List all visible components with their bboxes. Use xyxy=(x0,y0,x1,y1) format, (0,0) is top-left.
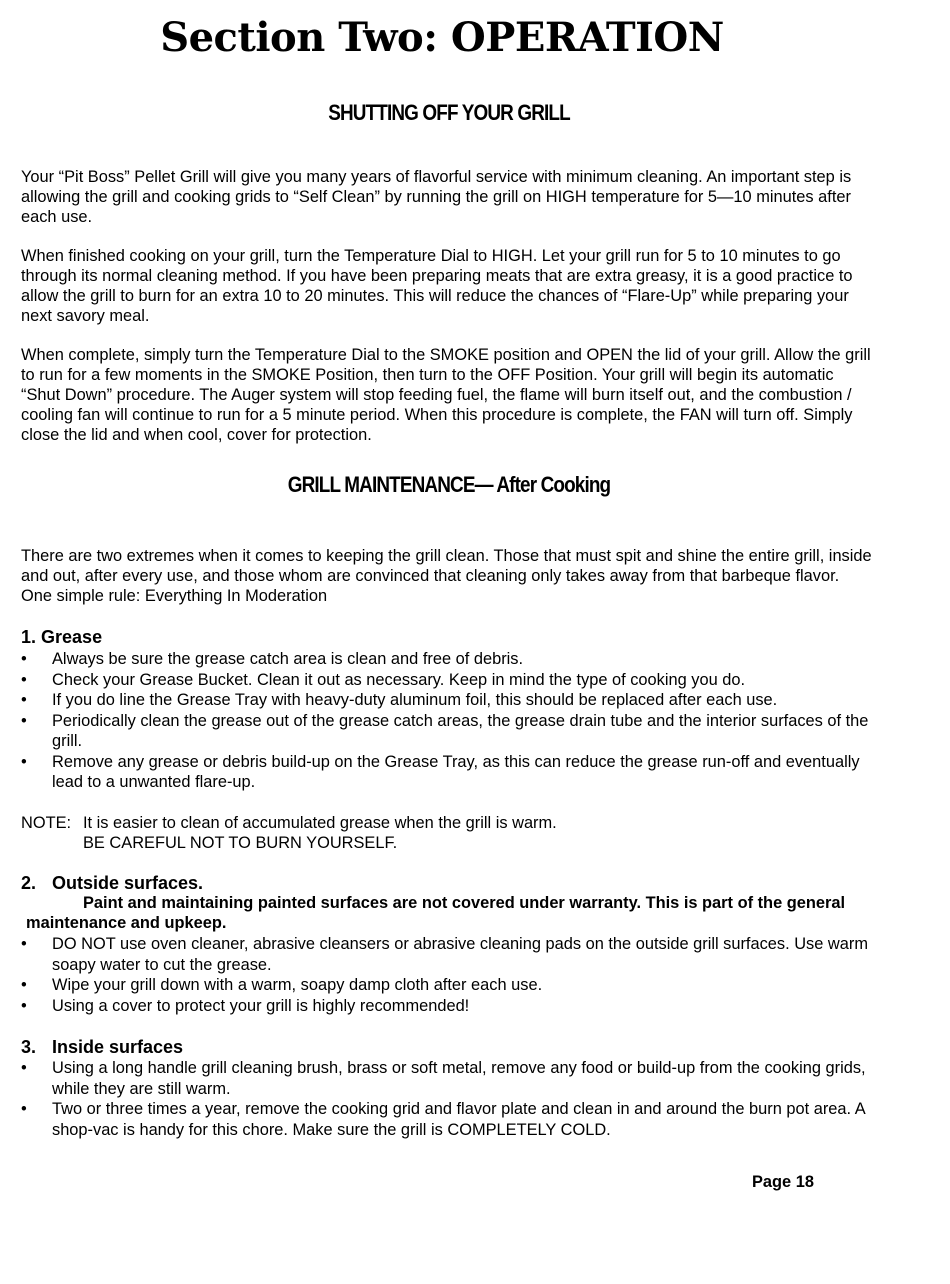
paragraph-finished-cooking: When finished cooking on your grill, turn the Temperature Dial to HIGH. Let your grill run for 5 to 10 minutes to go through its normal cleaning method. If you have been preparing meats that are extra greasy, it is a good practice to allow the grill to burn for an extra 10 to 20 minutes. This will reduce the chances of “Flare-Up” while preparing your next savory meal. xyxy=(21,247,853,325)
list-item xyxy=(21,670,873,691)
note-label: NOTE: xyxy=(21,814,72,832)
bullet-icon: • xyxy=(21,1100,27,1118)
bullet-icon: • xyxy=(21,976,27,994)
outside-number: 2. xyxy=(21,873,37,893)
bullet-icon: • xyxy=(21,691,27,709)
page-title: Section Two: OPERATION xyxy=(160,14,724,61)
list-item-text: DO NOT use oven cleaner, abrasive cleansers or abrasive cleaning pads on the outside grill surfaces. Use warm soapy water to cut the grease. xyxy=(52,935,868,974)
grease-heading xyxy=(21,626,102,648)
list-item-text: Always be sure the grease catch area is clean and free of debris. xyxy=(52,650,524,668)
list-item-text: Wipe your grill down with a warm, soapy damp cloth after each use. xyxy=(52,976,543,994)
list-item xyxy=(21,1058,873,1099)
note-text: It is easier to clean of accumulated grease when the grill is warm. xyxy=(83,814,557,832)
list-item-text: Using a long handle grill cleaning brush, brass or soft metal, remove any food or build-up from the cooking grids, while they are still warm. xyxy=(52,1059,866,1098)
list-item-text: Remove any grease or debris build-up on the Grease Tray, as this can reduce the grease run-off and eventually lead to a unwanted flare-up. xyxy=(52,752,860,791)
warranty-notice: Paint and maintaining painted surfaces are not covered under warranty. This is part of the general maintenance and upkeep. xyxy=(26,894,846,932)
paragraph-self-clean: Your “Pit Boss” Pellet Grill will give you many years of flavorful service with minimum cleaning. An important step is allowing the grill and cooking grids to “Self Clean” by running the grill on HIGH temperature for 5—10 minutes after each use. xyxy=(21,168,852,226)
grease-note xyxy=(21,813,873,853)
list-item xyxy=(21,711,873,752)
bullet-icon: • xyxy=(21,711,27,730)
page-number: Page 18 xyxy=(752,1173,814,1191)
note-warning: BE CAREFUL NOT TO BURN YOURSELF. xyxy=(83,834,398,852)
paragraph-shut-down: When complete, simply turn the Temperature Dial to the SMOKE position and OPEN the lid of your grill. Allow the grill to run for a few moments in the SMOKE Position, then turn to the OFF Position. Your grill will begin its automatic “Shut Down” procedure. The Auger system will stop feeding fuel, the flame will burn itself out, and the combustion / cooling fan will continue to run for a 5 minute period. When this procedure is complete, the FAN will turn off. Simply close the lid and when cool, cover for protection. xyxy=(21,346,871,444)
list-item-text: Check your Grease Bucket. Clean it out as necessary. Keep in mind the type of cooking you do. xyxy=(52,670,746,689)
list-item xyxy=(21,934,873,975)
bullet-icon: • xyxy=(21,650,27,668)
list-item-text: Using a cover to protect your grill is highly recommended! xyxy=(52,996,470,1015)
paragraph-maintenance-intro: There are two extremes when it comes to keeping the grill clean. Those that must spit and shine the entire grill, inside and out, after every use, and those whom are convinced that cleaning only takes away from that barbeque flavor. One simple rule: Everything In Moderation xyxy=(21,547,872,605)
bullet-icon: • xyxy=(21,1059,27,1077)
inside-title: Inside surfaces xyxy=(52,1037,184,1057)
list-item xyxy=(21,649,873,670)
list-item-text: Two or three times a year, remove the cooking grid and flavor plate and clean in and around the burn pot area. A shop-vac is handy for this chore. Make sure the grill is COMPLETELY COLD. xyxy=(52,1100,865,1139)
outside-heading xyxy=(21,872,203,894)
list-item xyxy=(21,690,873,711)
grease-list xyxy=(21,649,873,793)
list-item xyxy=(21,996,873,1017)
inside-heading xyxy=(21,1036,183,1058)
grease-title: Grease xyxy=(41,627,103,647)
bullet-icon: • xyxy=(21,670,27,689)
bullet-icon: • xyxy=(21,935,27,953)
list-item xyxy=(21,752,873,793)
section-heading-shutting-off: SHUTTING OFF YOUR GRILL xyxy=(328,100,570,125)
section-heading-maintenance: GRILL MAINTENANCE— After Cooking xyxy=(287,472,611,497)
list-item xyxy=(21,975,873,996)
list-item-text: If you do line the Grease Tray with heavy-duty aluminum foil, this should be replaced after each use. xyxy=(52,691,778,709)
list-item xyxy=(21,1099,873,1140)
inside-number: 3. xyxy=(21,1037,37,1057)
list-item-text: Periodically clean the grease out of the grease catch areas, the grease drain tube and the interior surfaces of the grill. xyxy=(52,711,869,750)
grease-number: 1. xyxy=(21,627,37,647)
bullet-icon: • xyxy=(21,996,27,1015)
bullet-icon: • xyxy=(21,752,27,771)
outside-list xyxy=(21,934,873,1016)
inside-list xyxy=(21,1058,873,1140)
outside-title: Outside surfaces. xyxy=(52,873,204,893)
